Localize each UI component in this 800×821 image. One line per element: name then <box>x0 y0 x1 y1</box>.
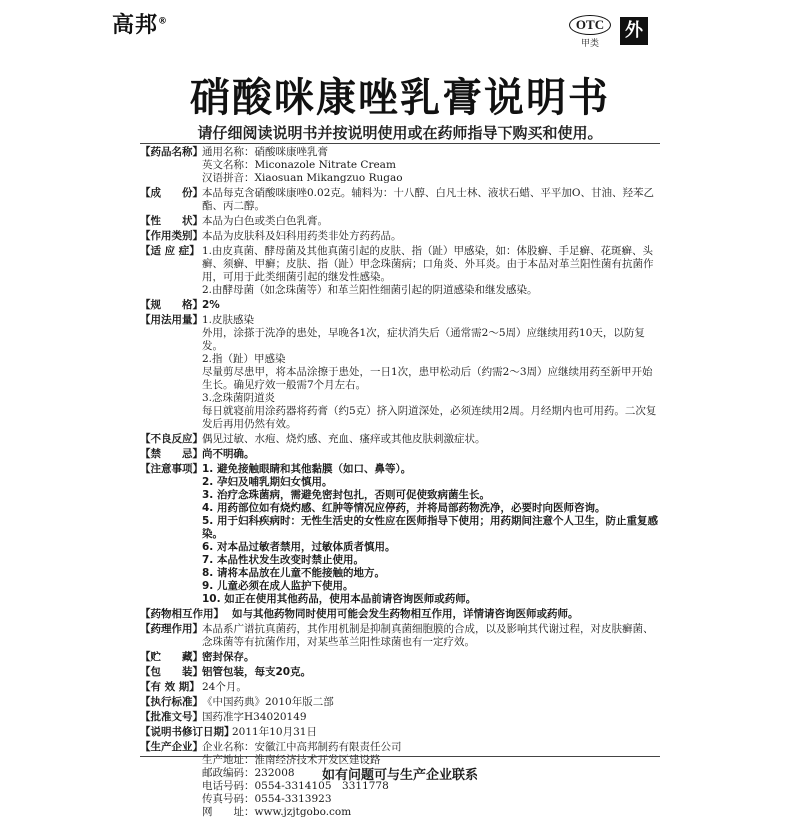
section-label: 【禁 忌】 <box>140 448 203 460</box>
section-content <box>202 696 660 709</box>
section-content <box>202 433 660 446</box>
section-line: 3. 治疗念珠菌病，需避免密封包扎，否则可促使致病菌生长。 <box>202 489 490 501</box>
section-content <box>202 314 660 431</box>
section-label: 【不良反应】 <box>140 433 203 445</box>
section-line: 电话号码：0554-3314105 3311778 <box>202 780 389 792</box>
section-line: 英文名称：Miconazole Nitrate Cream <box>202 159 396 171</box>
section-package <box>140 666 660 679</box>
section-content <box>202 448 660 461</box>
otc-mark: OTC <box>569 15 611 35</box>
section-content <box>202 666 660 679</box>
section-line: 2. 孕妇及哺乳期妇女慎用。 <box>202 476 333 488</box>
section-content <box>202 299 660 312</box>
section-line: 网 址：www.jzjtgobo.com <box>202 806 352 818</box>
section-validity <box>140 681 660 694</box>
section-line: 9. 儿童必须在成人监护下使用。 <box>202 580 354 592</box>
registered-mark: ® <box>158 16 169 27</box>
section-label: 【注意事项】 <box>140 463 203 475</box>
section-line: 4. 用药部位如有烧灼感、红肿等情况应停药，并将局部药物洗净，必要时向医师咨询。 <box>202 502 606 514</box>
section-label: 【药品名称】 <box>140 146 203 158</box>
section-line: 密封保存。 <box>202 651 255 663</box>
section-line: 邮政编码：232008 <box>202 767 295 779</box>
section-line: 6. 对本品过敏者禁用，过敏体质者慎用。 <box>202 541 396 553</box>
section-content <box>202 146 660 185</box>
section-line: 本品每克含硝酸咪康唑0.02克。辅料为：十八醇、白凡士林、液状石蜡、平平加O、甘油、羟苯乙酯、丙二醇。 <box>202 187 654 212</box>
section-appearance <box>140 215 660 228</box>
section-indications <box>140 245 660 297</box>
section-label: 【用法用量】 <box>140 314 203 326</box>
section-line: 3.念珠菌阴道炎 <box>202 392 276 404</box>
section-line: 汉语拼音：Xiaosuan Mikangzuo Rugao <box>202 172 403 184</box>
section-label: 【适 应 症】 <box>140 245 200 257</box>
section-label: 【规 格】 <box>140 299 203 311</box>
section-name <box>140 146 660 185</box>
section-label: 【批准文号】 <box>140 711 203 723</box>
section-pharmacology <box>140 623 660 649</box>
section-precautions <box>140 463 660 606</box>
section-line: 2% <box>202 299 220 311</box>
section-label: 【生产企业】 <box>140 741 203 753</box>
section-line: 7. 本品性状发生改变时禁止使用。 <box>202 554 364 566</box>
section-line: 本品系广谱抗真菌药，其作用机制是抑制真菌细胞膜的合成，以及影响其代谢过程，对皮肤癣菌、念珠菌等有抗菌作用，对某些革兰阳性球菌也有一定疗效。 <box>202 623 654 648</box>
section-interactions <box>140 608 660 621</box>
section-line: 本品为皮肤科及妇科用药类非处方药药品。 <box>202 230 402 242</box>
section-line: 1.皮肤感染 <box>202 314 255 326</box>
section-line: 每日就寝前用涂药器将药膏（约5克）挤入阴道深处，必须连续用2周。月经期内也可用药。二次复发后再用仍然有效。 <box>202 405 657 430</box>
section-content <box>232 726 660 739</box>
section-line: 企业名称：安徽江中高邦制药有限责任公司 <box>202 741 402 753</box>
section-content <box>202 623 660 649</box>
section-line: 外用，涂搽于洗净的患处，早晚各1次，症状消失后（通常需2～5周）应继续用药10天，以防复发。 <box>202 327 645 352</box>
section-line: 1. 避免接触眼睛和其他黏膜（如口、鼻等）。 <box>202 463 412 475</box>
section-label: 【成 份】 <box>140 187 203 199</box>
section-line: 传真号码：0554-3313923 <box>202 793 332 805</box>
section-content <box>202 651 660 664</box>
section-label: 【性 状】 <box>140 215 203 227</box>
section-line: 2.由酵母菌（如念珠菌等）和革兰阳性细菌引起的阴道感染和继发感染。 <box>202 284 538 296</box>
section-line: 《中国药典》2010年版二部 <box>202 696 334 708</box>
section-label: 【有 效 期】 <box>140 681 200 693</box>
section-line: 24个月。 <box>202 681 247 693</box>
section-line: 5. 用于妇科疾病时：无性生活史的女性应在医师指导下使用；用药期间注意个人卫生，防止重复感染。 <box>202 515 658 540</box>
section-standard <box>140 696 660 709</box>
section-line: 本品为白色或类白色乳膏。 <box>202 215 328 227</box>
header <box>0 0 800 60</box>
section-content <box>202 245 660 297</box>
footer-note: 如有问题可与生产企业联系 <box>321 768 478 783</box>
top-divider <box>140 143 660 144</box>
page-title: 硝酸咪康唑乳膏说明书 <box>190 75 610 121</box>
section-line: 国药准字H34020149 <box>202 711 307 723</box>
section-label: 【执行标准】 <box>140 696 203 708</box>
section-content <box>202 463 660 606</box>
section-content <box>202 681 660 694</box>
section-line: 通用名称：硝酸咪康唑乳膏 <box>202 146 328 158</box>
section-storage <box>140 651 660 664</box>
section-content <box>232 608 660 621</box>
section-line: 1.由皮真菌、酵母菌及其他真菌引起的皮肤、指（趾）甲感染，如：体股癣、手足癣、花斑癣、头癣、须癣、甲癣；皮肤、指（趾）甲念珠菌病；口角炎、外耳炎。由于本品对革兰阳性菌有抗菌作用，可用于此类细菌引起的继发性感染。 <box>202 245 654 283</box>
section-label: 【说明书修订日期】 <box>140 726 235 738</box>
section-content <box>202 711 660 724</box>
section-category <box>140 230 660 243</box>
section-line: 10. 如正在使用其他药品，使用本品前请咨询医师或药师。 <box>202 593 477 605</box>
section-line: 生产地址：淮南经济技术开发区建设路 <box>202 754 381 766</box>
section-label: 【作用类别】 <box>140 230 203 242</box>
section-spec <box>140 299 660 312</box>
section-line: 2011年10月31日 <box>232 726 317 738</box>
section-adverse <box>140 433 660 446</box>
section-revision <box>140 726 660 739</box>
page-subtitle: 请仔细阅读说明书并按说明使用或在药师指导下购买和使用。 <box>197 124 603 142</box>
section-line: 偶见过敏、水疱、烧灼感、充血、瘙痒或其他皮肤刺激症状。 <box>202 433 486 445</box>
external-use-mark: 外 <box>620 17 648 45</box>
section-usage <box>140 314 660 431</box>
bottom-divider <box>140 756 660 757</box>
section-line: 8. 请将本品放在儿童不能接触的地方。 <box>202 567 385 579</box>
section-line: 铝管包装，每支20克。 <box>202 666 312 678</box>
section-line: 尚不明确。 <box>202 448 255 460</box>
section-approval <box>140 711 660 724</box>
brand-logo <box>112 8 168 39</box>
section-line: 尽量剪尽患甲，将本品涂擦于患处，一日1次，患甲松动后（约需2～3周）应继续用药至新甲开始生长。确见疗效一般需7个月左右。 <box>202 366 653 391</box>
brand-name: 高邦 <box>112 13 159 38</box>
section-content <box>202 215 660 228</box>
otc-class: 甲类 <box>580 39 599 49</box>
section-ingredients <box>140 187 660 213</box>
section-line: 如与其他药物同时使用可能会发生药物相互作用，详情请咨询医师或药师。 <box>232 608 579 620</box>
section-label: 【包 装】 <box>140 666 203 678</box>
otc-badge <box>560 14 620 50</box>
section-label: 【贮 藏】 <box>140 651 203 663</box>
section-label: 【药理作用】 <box>140 623 203 635</box>
instruction-sections <box>140 146 660 821</box>
section-line: 2.指（趾）甲感染 <box>202 353 286 365</box>
section-content <box>202 187 660 213</box>
section-content <box>202 230 660 243</box>
section-label: 【药物相互作用】 <box>140 608 224 620</box>
section-contra <box>140 448 660 461</box>
